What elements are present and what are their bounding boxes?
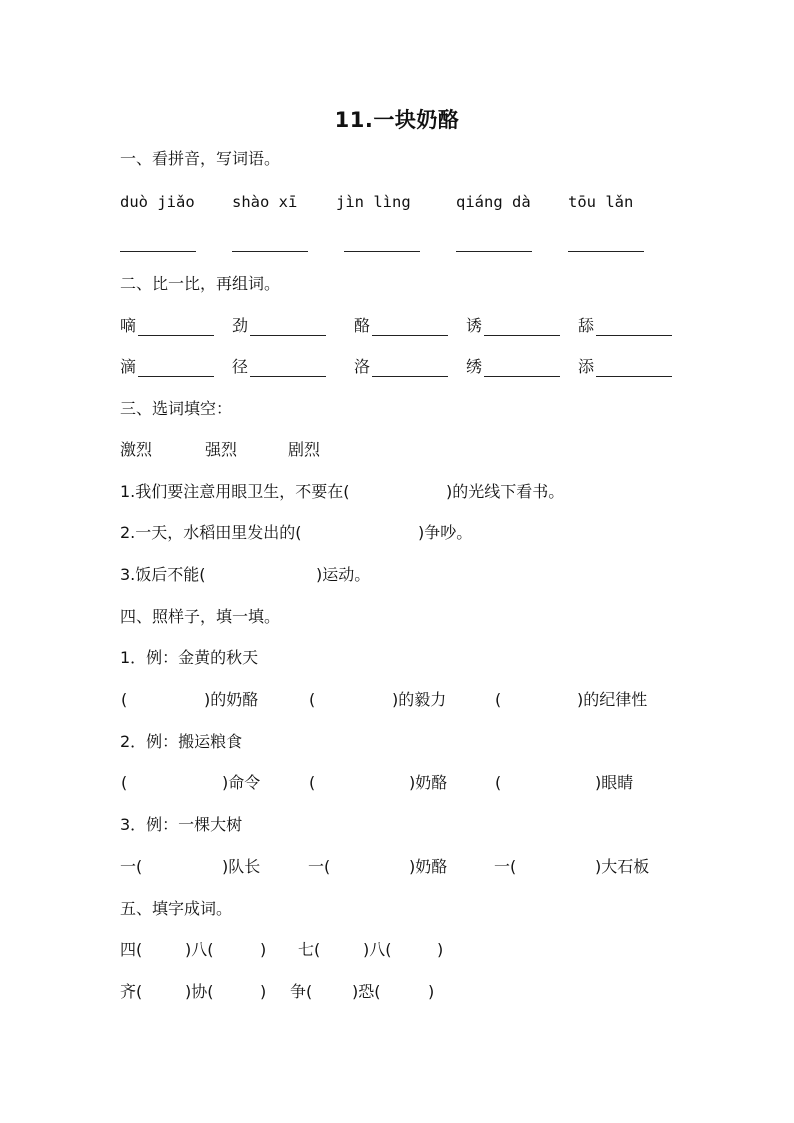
question-2-end: )争吵。 xyxy=(418,523,473,542)
question-1-start: 1.我们要注意用眼卫生，不要在( xyxy=(120,482,350,501)
phrase: )的奶酪 xyxy=(204,690,259,709)
phrase: )奶酪 xyxy=(409,773,448,792)
phrase: )大石板 xyxy=(595,857,650,876)
paren-open: 一( xyxy=(120,857,143,876)
answer-blank[interactable] xyxy=(250,334,326,336)
pinyin-2: shào xī xyxy=(232,193,298,211)
pinyin-5: tōu lǎn xyxy=(568,193,634,211)
answer-blank[interactable] xyxy=(596,375,672,377)
compare-char: 酪 xyxy=(354,316,371,335)
answer-blank[interactable] xyxy=(138,334,214,336)
idiom-part: ) xyxy=(437,940,444,959)
answer-blank[interactable] xyxy=(344,250,420,252)
compare-char: 嘀 xyxy=(120,316,137,335)
answer-blank[interactable] xyxy=(484,334,560,336)
compare-char: 径 xyxy=(232,357,249,376)
pinyin-3: jìn lìng xyxy=(336,193,411,211)
compare-char: 洛 xyxy=(354,357,371,376)
section-3-heading: 三、选词填空： xyxy=(120,399,233,418)
paren-open: ( xyxy=(309,773,316,792)
example-3: 3．例：一棵大树 xyxy=(120,815,243,834)
idiom-part: )八( xyxy=(185,940,214,959)
paren-open: ( xyxy=(121,773,128,792)
word-choice: 激烈 xyxy=(120,440,153,459)
answer-blank[interactable] xyxy=(484,375,560,377)
paren-open: ( xyxy=(495,773,502,792)
idiom-part: 七( xyxy=(298,940,321,959)
answer-blank[interactable] xyxy=(596,334,672,336)
answer-blank[interactable] xyxy=(120,250,196,252)
question-1-end: )的光线下看书。 xyxy=(446,482,565,501)
paren-open: ( xyxy=(495,690,502,709)
paren-open: 一( xyxy=(308,857,331,876)
answer-blank[interactable] xyxy=(138,375,214,377)
pinyin-4: qiáng dà xyxy=(456,193,531,211)
paren-open: 一( xyxy=(494,857,517,876)
phrase: )奶酪 xyxy=(409,857,448,876)
example-1: 1．例：金黄的秋天 xyxy=(120,648,259,667)
answer-blank[interactable] xyxy=(372,334,448,336)
compare-char: 绣 xyxy=(466,357,483,376)
section-5-heading: 五、填字成词。 xyxy=(120,899,233,918)
compare-char: 滴 xyxy=(120,357,137,376)
question-3-start: 3.饭后不能( xyxy=(120,565,206,584)
example-2: 2．例：搬运粮食 xyxy=(120,732,243,751)
idiom-part: )协( xyxy=(185,982,214,1001)
word-choice: 剧烈 xyxy=(288,440,321,459)
phrase: )眼睛 xyxy=(595,773,634,792)
compare-char: 诱 xyxy=(466,316,483,335)
phrase: )的毅力 xyxy=(392,690,447,709)
section-4-heading: 四、照样子，填一填。 xyxy=(120,607,281,626)
section-2-heading: 二、比一比，再组词。 xyxy=(120,274,281,293)
page-title: 11.一块奶酪 xyxy=(334,108,460,132)
paren-open: ( xyxy=(309,690,316,709)
compare-char: 劲 xyxy=(232,316,249,335)
phrase: )队长 xyxy=(222,857,261,876)
compare-char: 舔 xyxy=(578,316,595,335)
question-2-start: 2.一天，水稻田里发出的( xyxy=(120,523,302,542)
idiom-part: 四( xyxy=(120,940,143,959)
idiom-part: )八( xyxy=(363,940,392,959)
idiom-part: )恐( xyxy=(352,982,381,1001)
phrase: )的纪律性 xyxy=(577,690,648,709)
answer-blank[interactable] xyxy=(250,375,326,377)
answer-blank[interactable] xyxy=(456,250,532,252)
idiom-part: 争( xyxy=(290,982,313,1001)
answer-blank[interactable] xyxy=(568,250,644,252)
paren-open: ( xyxy=(121,690,128,709)
section-1-heading: 一、看拼音，写词语。 xyxy=(120,149,281,168)
idiom-part: ) xyxy=(260,940,267,959)
idiom-part: ) xyxy=(260,982,267,1001)
idiom-part: ) xyxy=(428,982,435,1001)
answer-blank[interactable] xyxy=(232,250,308,252)
idiom-part: 齐( xyxy=(120,982,143,1001)
pinyin-1: duò jiǎo xyxy=(120,193,195,211)
word-choice: 强烈 xyxy=(205,440,238,459)
phrase: )命令 xyxy=(222,773,261,792)
compare-char: 添 xyxy=(578,357,595,376)
answer-blank[interactable] xyxy=(372,375,448,377)
question-3-end: )运动。 xyxy=(316,565,371,584)
